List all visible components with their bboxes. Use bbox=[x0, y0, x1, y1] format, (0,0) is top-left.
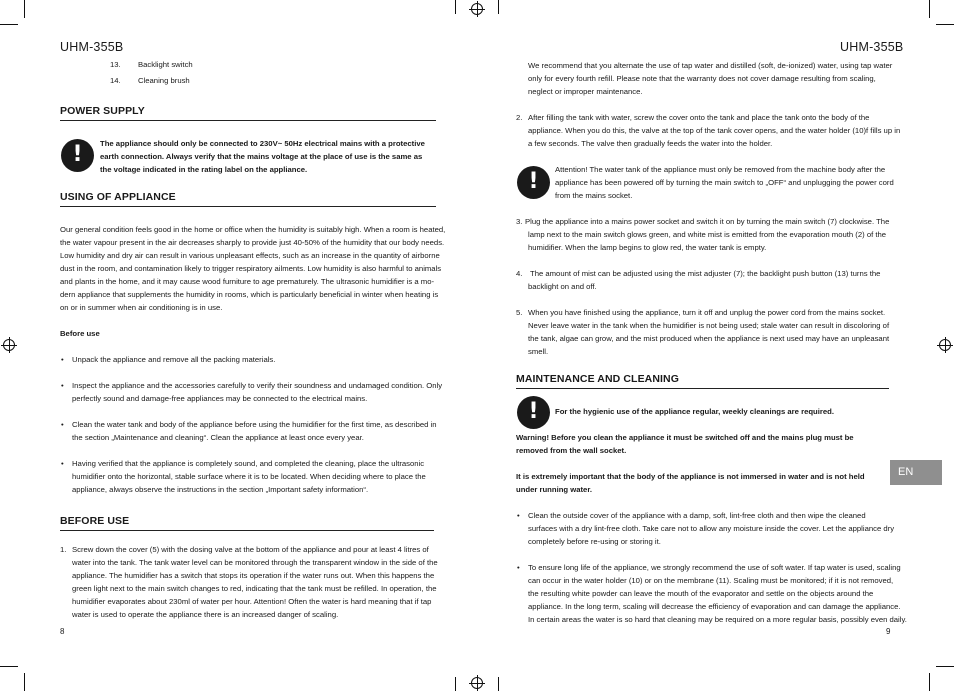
using-bullet-line: Clean the water tank and body of the appliance before using the humidifier for the first time, as described in bbox=[72, 420, 437, 429]
crop-mark bbox=[498, 0, 499, 14]
section-divider bbox=[516, 388, 889, 389]
maintenance-warning-line: removed from the wall socket. bbox=[516, 446, 627, 455]
maintenance-bullet-line: the resulting white powder can leave the mouth of the evaporator and settle on the objects around the bbox=[528, 589, 874, 598]
power-supply-warning-line: The appliance should only be connected to 230V~ 50Hz electrical mains with a protective bbox=[100, 139, 425, 148]
crop-mark bbox=[929, 673, 930, 691]
crop-mark bbox=[455, 0, 456, 14]
step-number: 3. bbox=[516, 217, 523, 226]
important-line: It is extremely important that the body of the appliance is not immersed in water and is not held bbox=[516, 472, 865, 481]
hygiene-line: For the hygienic use of the appliance regular, weekly cleanings are required. bbox=[555, 407, 834, 416]
step2-line: appliance. When you do this, the valve at the top of the tank cover opens, and the water holder (10)f fills up in bbox=[528, 126, 901, 135]
crop-mark bbox=[24, 673, 25, 691]
using-bullet-line: appliance, always observe the instructions in the section „Important safety information“. bbox=[72, 485, 369, 494]
exclamation-warning-icon: ! bbox=[61, 139, 94, 172]
parts-list-number: 13. bbox=[110, 60, 121, 69]
maintenance-bullet-line: completely before re-using or storing it. bbox=[528, 537, 661, 546]
using-intro-line: and plants in the home, and it may cause wood furniture to age prematurely. The ultrasonic humidifier is a mo- bbox=[60, 277, 435, 286]
parts-list-label: Backlight switch bbox=[138, 60, 193, 69]
page-number: 9 bbox=[886, 627, 891, 636]
before-use-label: Before use bbox=[60, 329, 100, 338]
crop-mark bbox=[936, 666, 954, 667]
parts-list-number: 14. bbox=[110, 76, 121, 85]
section-divider bbox=[60, 120, 436, 121]
maintenance-bullet-line: appliance. In the long term, scaling will decrease the efficiency of evaporation and can damage the appliance. bbox=[528, 602, 901, 611]
step1-line: appliance. The humidifier has a switch that stops its operation if the water runs out. When this happens the bbox=[72, 571, 435, 580]
parts-list-label: Cleaning brush bbox=[138, 76, 190, 85]
page-number: 8 bbox=[60, 627, 65, 636]
important-line: under running water. bbox=[516, 485, 593, 494]
power-supply-heading: POWER SUPPLY bbox=[60, 105, 145, 117]
using-bullet-line: perfectly sound and damage-free appliances may be connected to the electrical mains. bbox=[72, 394, 368, 403]
step1-line: Screw down the cover (5) with the dosing valve at the bottom of the appliance and pour at least 4 litres of bbox=[72, 545, 429, 554]
bullet-icon: • bbox=[61, 355, 64, 364]
continued-line: only for every fourth refill. Please note that the warranty does not cover damage resulting from scaling, bbox=[528, 74, 876, 83]
continued-line: We recommend that you alternate the use of tap water and distilled (soft, de-ionized) water, using tap water bbox=[528, 61, 893, 70]
step2-line: a few seconds. The valve then gradually feeds the water into the holder. bbox=[528, 139, 773, 148]
crop-mark bbox=[24, 0, 25, 18]
step1-line: green light next to the main switch changes to red, indicating that the tank must be refilled. In operation, the bbox=[72, 584, 437, 593]
crop-mark bbox=[936, 24, 954, 25]
before-use-heading: BEFORE USE bbox=[60, 515, 130, 527]
exclamation-warning-icon: ! bbox=[517, 396, 550, 429]
step1-line: water into the tank. The tank water level can be monitored through the transparent window in the side of the bbox=[72, 558, 438, 567]
step4-line: backlight on and off. bbox=[528, 282, 597, 291]
step3-line: humidifier. When the lamp begins to glow red, the water tank is empty. bbox=[528, 243, 767, 252]
maintenance-heading: MAINTENANCE AND CLEANING bbox=[516, 373, 680, 385]
crop-mark bbox=[0, 24, 18, 25]
maintenance-bullet-line: To ensure long life of the appliance, we strongly recommend the use of soft water. If tap water is used, scaling bbox=[528, 563, 901, 572]
step3-line: Plug the appliance into a mains power socket and switch it on by turning the main switch (7) clockwise. The bbox=[525, 217, 890, 226]
maintenance-bullet-line: Clean the outside cover of the appliance with a damp, soft, lint-free cloth and then wipe the cleaned bbox=[528, 511, 866, 520]
using-heading: USING OF APPLIANCE bbox=[60, 191, 176, 203]
section-divider bbox=[60, 206, 436, 207]
step-number: 1. bbox=[60, 545, 67, 554]
maintenance-bullet-line: In certain areas the water is so hard that cleaning may be required on a more regular basis, possibly even daily. bbox=[528, 615, 907, 624]
using-intro-line: dern appliance that supplements the humidity in rooms, which is particularly beneficial in winter when heating is bbox=[60, 290, 439, 299]
model-header: UHM-355B bbox=[840, 40, 904, 54]
bullet-icon: • bbox=[517, 511, 520, 520]
step2-line: After filling the tank with water, screw the cover onto the tank and place the tank onto the body of the bbox=[528, 113, 870, 122]
crop-mark bbox=[455, 677, 456, 691]
crop-mark bbox=[929, 0, 930, 18]
bullet-icon: • bbox=[61, 459, 64, 468]
using-intro-line: Our general condition feels good in the home or office when the humidity is suitably high. When a room is heated, bbox=[60, 225, 446, 234]
registration-mark-icon bbox=[471, 3, 483, 15]
step-number: 5. bbox=[516, 308, 523, 317]
power-supply-warning-line: the voltage indicated in the rating label on the appliance. bbox=[100, 165, 308, 174]
step5-line: Never leave water in the tank when the humidifier is not being used; stale water can result in discoloring of bbox=[528, 321, 890, 330]
crop-mark bbox=[0, 666, 18, 667]
attention-line: appliance has been powered off by turning the main switch to „OFF“ and unplugging the power cord bbox=[555, 178, 894, 187]
exclamation-warning-icon: ! bbox=[517, 166, 550, 199]
attention-line: from the mains socket. bbox=[555, 191, 633, 200]
step3-line: lamp next to the main switch glows green, and white mist is emitted from the evaporation mouth (2) of the bbox=[528, 230, 887, 239]
attention-line: Attention! The water tank of the appliance must only be removed from the machine body after the bbox=[555, 165, 886, 174]
model-header: UHM-355B bbox=[60, 40, 124, 54]
bullet-icon: • bbox=[517, 563, 520, 572]
continued-line: neglect or improper maintenance. bbox=[528, 87, 643, 96]
step5-line: the tank, algae can grow, and the mist produced when the appliance is next used may have an unpleasant bbox=[528, 334, 890, 343]
bullet-icon: • bbox=[61, 381, 64, 390]
using-intro-line: the water vapour present in the air decreases sharply to provide just 40-50% of the humidity that our body needs. bbox=[60, 238, 445, 247]
using-bullet-line: Unpack the appliance and remove all the packing materials. bbox=[72, 355, 276, 364]
using-bullet-line: Inspect the appliance and the accessories carefully to verify their soundness and undamaged condition. Only bbox=[72, 381, 443, 390]
step-number: 4. bbox=[516, 269, 523, 278]
maintenance-warning-line: Warning! Before you clean the appliance it must be switched off and the mains plug must be bbox=[516, 433, 854, 442]
using-intro-line: dust in the room, and contamination likely to trigger respiratory ailments. Low humidity is also harmful to animals bbox=[60, 264, 442, 273]
crop-mark bbox=[498, 677, 499, 691]
step4-line: The amount of mist can be adjusted using the mist adjuster (7); the backlight push button (13) turns the bbox=[530, 269, 881, 278]
power-supply-warning-line: earth connection. Always verify that the mains voltage at the place of use is the same as bbox=[100, 152, 423, 161]
step1-line: water is used to operate the appliance there is an increased danger of scaling. bbox=[72, 610, 339, 619]
registration-mark-icon bbox=[939, 339, 951, 351]
using-bullet-line: the section „Maintenance and cleaning“. Clean the appliance at least once every year. bbox=[72, 433, 364, 442]
step1-line: humidifier evaporates about 230ml of water per hour. Attention! Often the water is hard meaning that if tap bbox=[72, 597, 432, 606]
registration-mark-icon bbox=[3, 339, 15, 351]
bullet-icon: • bbox=[61, 420, 64, 429]
using-intro-line: on or in summer when air conditioning is in use. bbox=[60, 303, 223, 312]
using-bullet-line: humidifier onto the horizontal, stable surface where it is to be located. When deciding where to place the bbox=[72, 472, 426, 481]
language-tab-en: EN bbox=[890, 460, 942, 485]
section-divider bbox=[60, 530, 434, 531]
step5-line: smell. bbox=[528, 347, 549, 356]
step-number: 2. bbox=[516, 113, 523, 122]
using-bullet-line: Having verified that the appliance is completely sound, and completed the cleaning, place the ultrasonic bbox=[72, 459, 425, 468]
step5-line: When you have finished using the appliance, turn it off and unplug the power cord from the mains socket. bbox=[528, 308, 886, 317]
maintenance-bullet-line: can occur in the water holder (10) or on the membrane (11). Scaling must be monitored; if it is not removed, bbox=[528, 576, 894, 585]
using-intro-line: Low humidity and dry air can result in various unpleasant effects, such as an increase in the quantity of airborne bbox=[60, 251, 440, 260]
registration-mark-icon bbox=[471, 677, 483, 689]
maintenance-bullet-line: surfaces with a dry lint-free cloth. Take care not to allow any moisture inside the cover. Let the appliance dry bbox=[528, 524, 895, 533]
